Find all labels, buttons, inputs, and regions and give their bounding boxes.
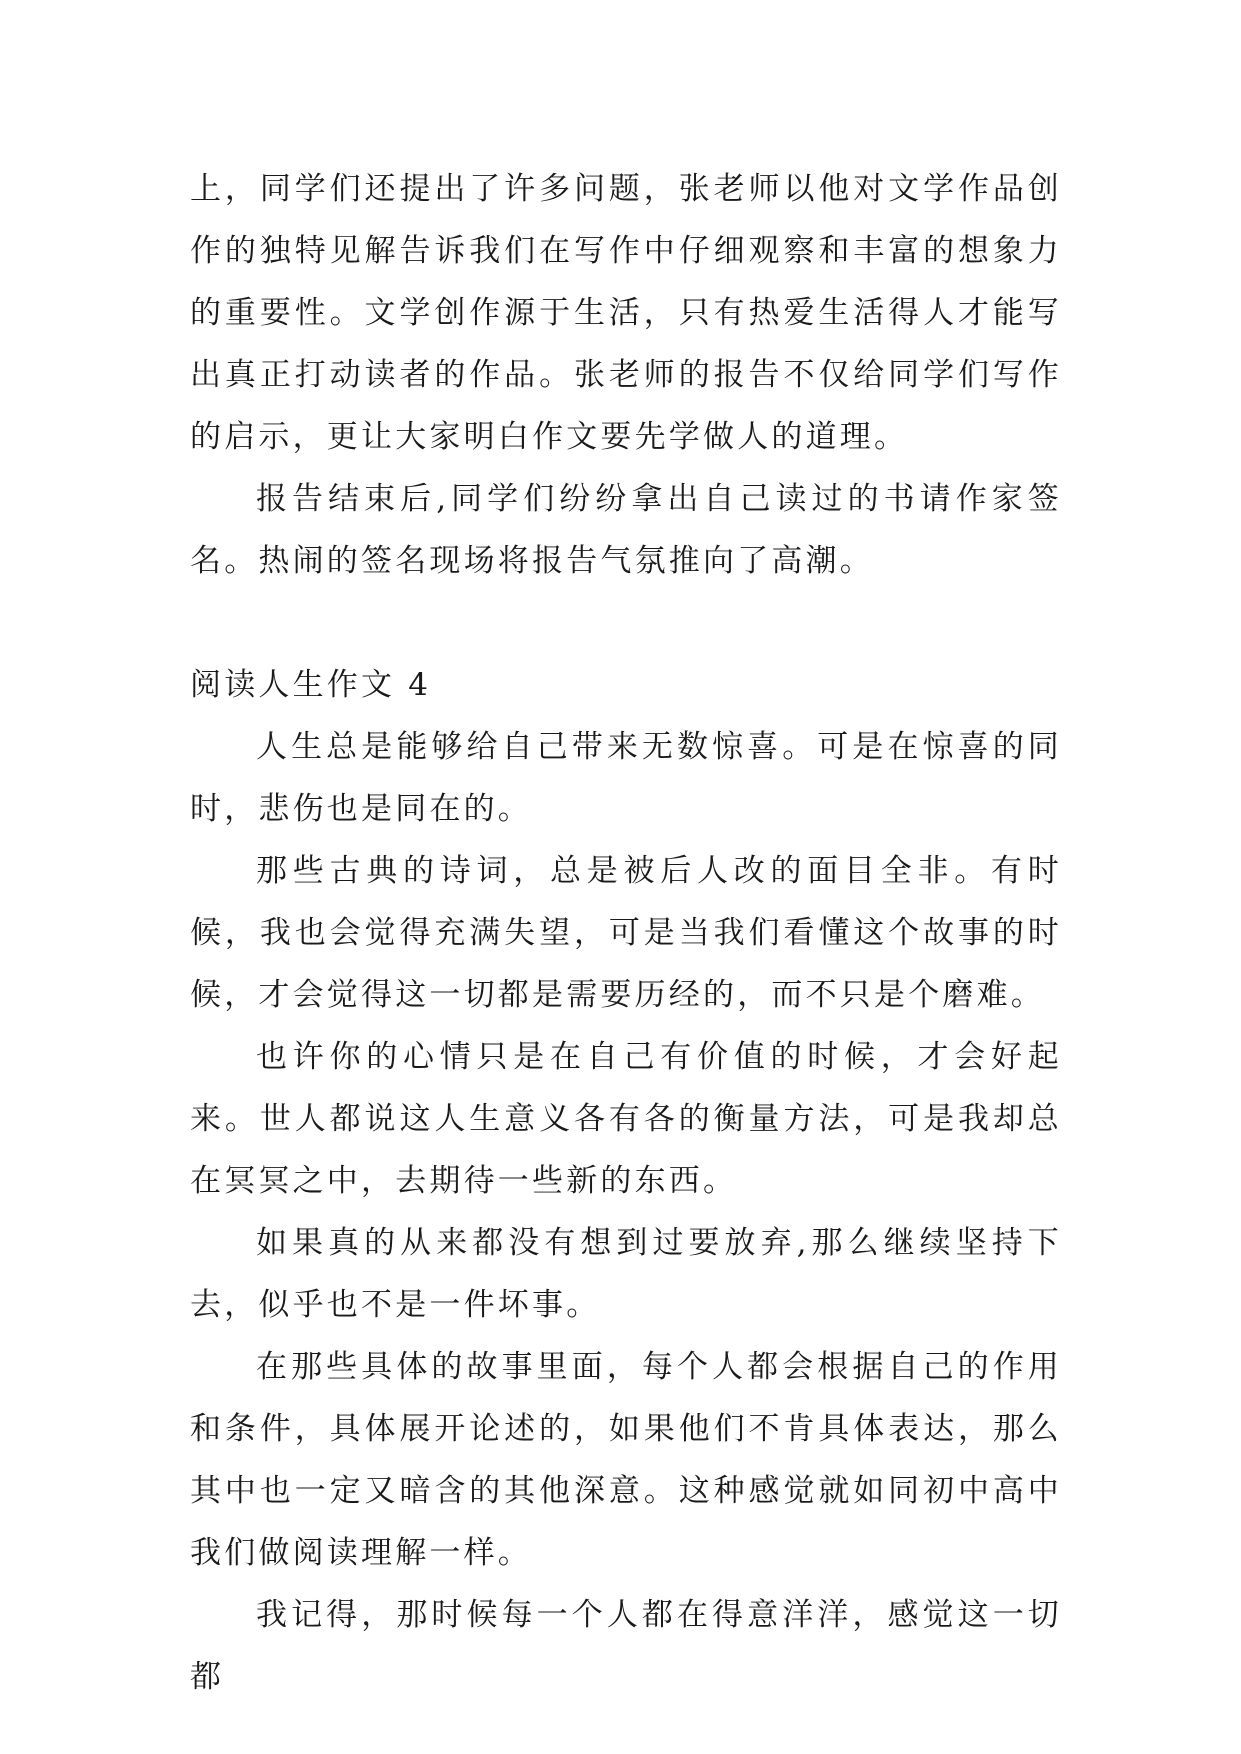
section-paragraph-5: 在那些具体的故事里面，每个人都会根据自己的作用和条件，具体展开论述的，如果他们不肯具体表达，那么其中也一定又暗含的其他深意。这种感觉就如同初中高中我们做阅读理解一样。 — [190, 1349, 1062, 1571]
section-paragraph-3: 也许你的心情只是在自己有价值的时候，才会好起来。世人都说这人生意义各有各的衡量方法，可是我却总在冥冥之中，去期待一些新的东西。 — [190, 1039, 1062, 1199]
closing-paragraph: 报告结束后,同学们纷纷拿出自己读过的书请作家签名。热闹的签名现场将报告气氛推向了高潮。 — [190, 481, 1062, 579]
section-spacer — [190, 592, 1062, 654]
continuation-paragraph: 上，同学们还提出了许多问题，张老师以他对文学作品创作的独特见解告诉我们在写作中仔细观察和丰富的想象力的重要性。文学创作源于生活，只有热爱生活得人才能写出真正打动读者的作品。张老师的报告不仅给同学们写作的启示，更让大家明白作文要先学做人的道理。 — [190, 171, 1062, 455]
section-paragraph-1: 人生总是能够给自己带来无数惊喜。可是在惊喜的同时，悲伤也是同在的。 — [190, 729, 1062, 827]
section-paragraph-4: 如果真的从来都没有想到过要放弃,那么继续坚持下去，似乎也不是一件坏事。 — [190, 1225, 1062, 1323]
section-title: 阅读人生作文 4 — [190, 667, 432, 703]
section-paragraph-2: 那些古典的诗词，总是被后人改的面目全非。有时候，我也会觉得充满失望，可是当我们看懂这个故事的时候，才会觉得这一切都是需要历经的，而不只是个磨难。 — [190, 853, 1062, 1013]
document-body — [190, 158, 1062, 1708]
section-paragraph-6: 我记得，那时候每一个人都在得意洋洋，感觉这一切都 — [190, 1597, 1062, 1695]
